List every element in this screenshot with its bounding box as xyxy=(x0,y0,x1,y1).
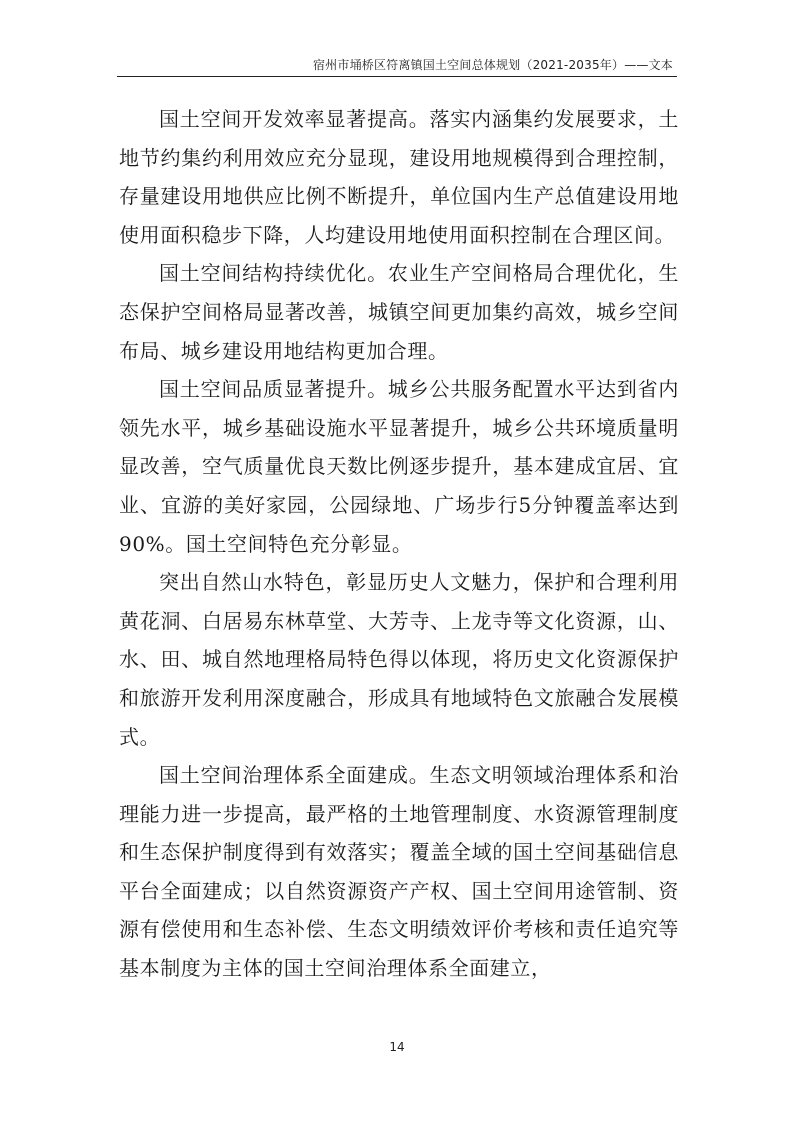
paragraph-culture: 突出自然山水特色，彰显历史人文魅力，保护和合理利用黄花洞、白居易东林草堂、大芳寺、上龙寺等文化资源，山、水、田、城自然地理格局特色得以体现，将历史文化资源保护和旅游开发利用深度融合，形成具有地域特色文旅融合发展模式。 xyxy=(119,570,679,749)
document-body xyxy=(119,100,679,988)
page-number: 14 xyxy=(389,1040,405,1054)
paragraph-efficiency: 国土空间开发效率显著提高。落实内涵集约发展要求，土地节约集约利用效应充分显现，建设用地规模得到合理控制，存量建设用地供应比例不断提升，单位国内生产总值建设用地使用面积稳步下降，人均建设用地使用面积控制在合理区间。 xyxy=(119,107,679,247)
paragraph-quality: 国土空间品质显著提升。城乡公共服务配置水平达到省内领先水平，城乡基础设施水平显著提升，城乡公共环境质量明显改善，空气质量优良天数比例逐步提升，基本建成宜居、宜业、宜游的美好家园，公园绿地、广场步行5分钟覆盖率达到90%。国土空间特色充分彰显。 xyxy=(119,377,679,556)
paragraph-structure: 国土空间结构持续优化。农业生产空间格局合理优化，生态保护空间格局显著改善，城镇空间更加集约高效，城乡空间布局、城乡建设用地结构更加合理。 xyxy=(119,261,679,363)
paragraph-governance: 国土空间治理体系全面建成。生态文明领域治理体系和治理能力进一步提高，最严格的土地管理制度、水资源管理制度和生态保护制度得到有效落实；覆盖全域的国土空间基础信息平台全面建成；以自然资源资产产权、国土空间用途管制、资源有偿使用和生态补偿、生态文明绩效评价考核和责任追究等基本制度为主体的国土空间治理体系全面建立， xyxy=(119,763,679,981)
page-header xyxy=(117,54,677,77)
header-title: 宿州市埇桥区符离镇国土空间总体规划（2021-2035年）——文本 xyxy=(312,58,673,72)
